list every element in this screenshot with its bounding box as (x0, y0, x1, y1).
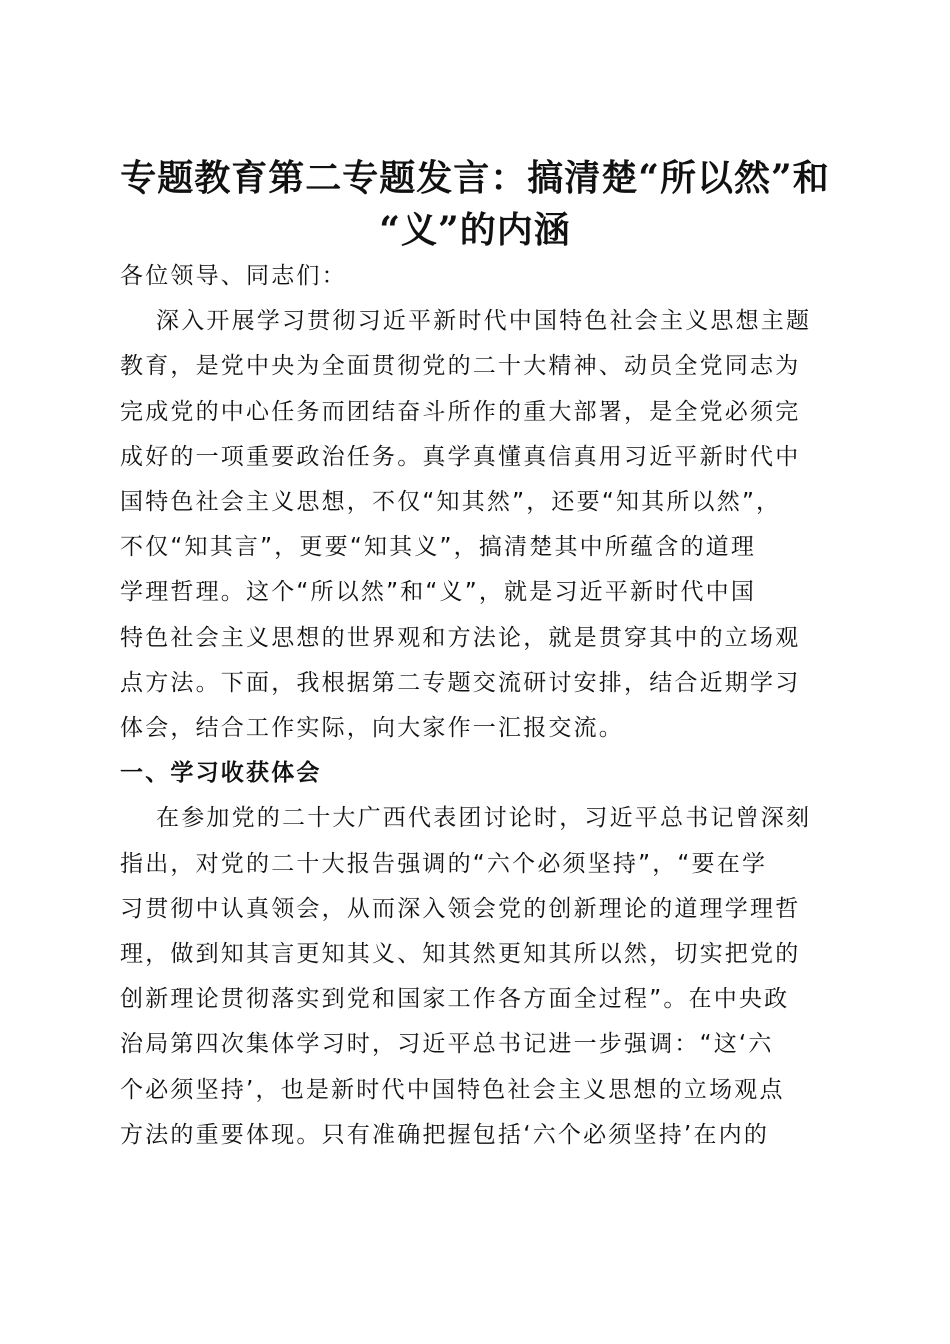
text-line: 完成党的中心任务而团结奋斗所作的重大部署，是全党必须完 (120, 398, 801, 425)
text-line: 习贯彻中认真领会，从而深入领会党的创新理论的道理学理哲 (120, 895, 801, 922)
text-line: 特色社会主义思想的世界观和方法论，就是贯穿其中的立场观 (120, 624, 801, 651)
text-line: 体会，结合工作实际，向大家作一汇报交流。 (120, 715, 624, 742)
text-line: 在参加党的二十大广西代表团讨论时，习近平总书记曾深刻 (156, 805, 812, 832)
text-line: 治局第四次集体学习时，习近平总书记进一步强调：“这‘六 (120, 1031, 774, 1058)
text-line: 成好的一项重要政治任务。真学真懂真信真用习近平新时代中 (120, 443, 801, 470)
text-line: 深入开展学习贯彻习近平新时代中国特色社会主义思想主题 (156, 308, 812, 335)
text-line: 个必须坚持’，也是新时代中国特色社会主义思想的立场观点 (120, 1076, 785, 1103)
text-line: 国特色社会主义思想，不仅“知其然”，还要“知其所以然”， (120, 489, 782, 516)
title-line-2: “义”的内涵 (379, 209, 571, 252)
paragraph-intro (120, 299, 832, 751)
document-title (110, 152, 840, 256)
text-line: 创新理论贯彻落实到党和国家工作各方面全过程”。在中央政 (120, 986, 790, 1013)
section-heading: 一、学习收获体会 (120, 760, 322, 787)
text-line: 方法的重要体现。只有准确把握包括‘六个必须坚持’在内的 (120, 1121, 770, 1148)
salutation: 各位领导、同志们： (120, 263, 347, 289)
text-line: 教育，是党中央为全面贯彻党的二十大精神、动员全党同志为 (120, 353, 801, 380)
text-line: 学理哲理。这个“所以然”和“义”，就是习近平新时代中国 (120, 579, 757, 606)
paragraph-section1 (120, 796, 832, 1158)
text-line: 指出，对党的二十大报告强调的“六个必须坚持”，“要在学 (120, 850, 768, 877)
document-body (120, 254, 832, 1158)
title-line-1: 专题教育第二专题发言：搞清楚“所以然”和 (120, 157, 830, 200)
text-line: 点方法。下面，我根据第二专题交流研讨安排，结合近期学习 (120, 669, 801, 696)
text-line: 不仅“知其言”，更要“知其义”，搞清楚其中所蕴含的道理 (120, 534, 757, 561)
text-line: 理，做到知其言更知其义、知其然更知其所以然，切实把党的 (120, 941, 801, 968)
